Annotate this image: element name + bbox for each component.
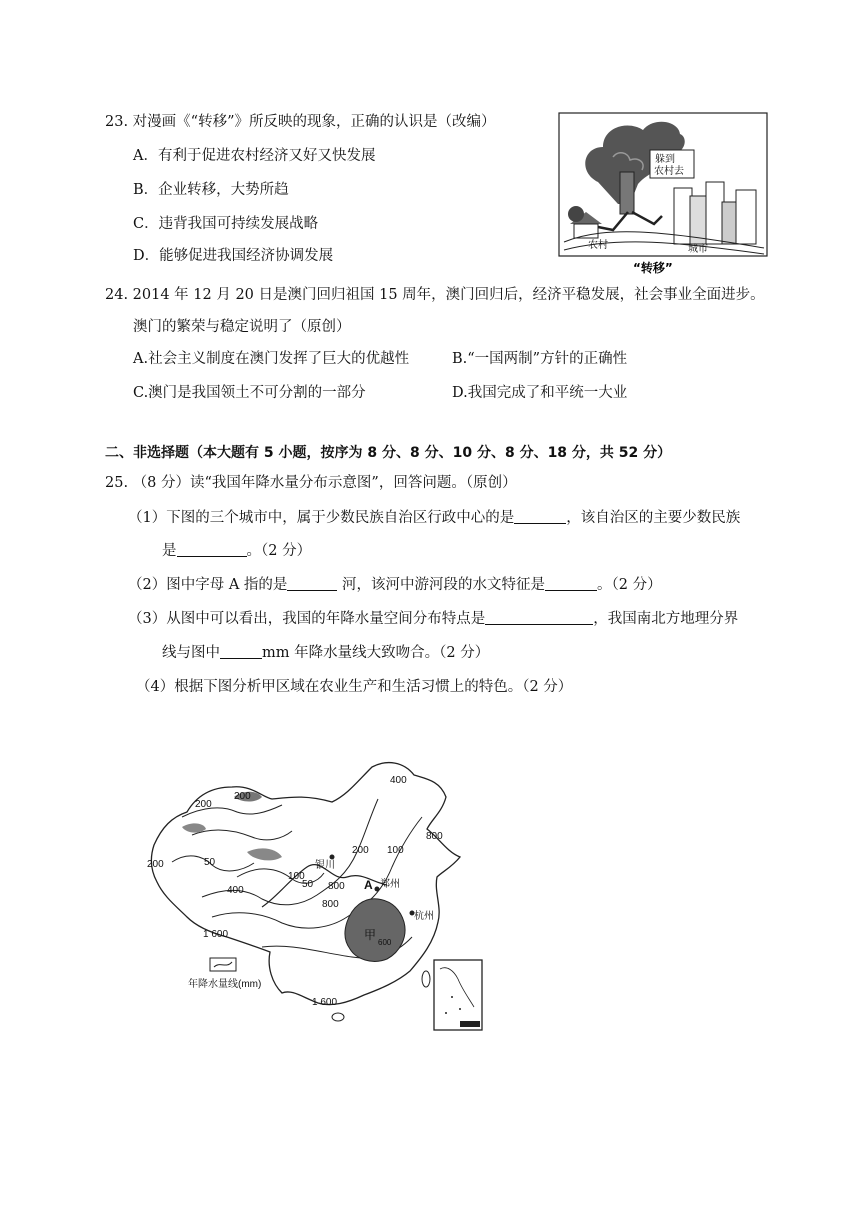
isoline-label: 1 600: [203, 929, 229, 940]
isoline-label: 400: [227, 885, 244, 896]
q25-part2: [128, 575, 662, 595]
region-jia-label: 甲: [364, 928, 377, 942]
q25-stem: 25. （8 分）读“我国年降水量分布示意图”，回答问题。（原创）: [105, 475, 517, 491]
isoline-label: 50: [302, 879, 314, 890]
region-jia-value: 600: [378, 938, 392, 947]
q25-part3-text-d: mm 年降水量线大致吻合。（2 分）: [262, 645, 490, 661]
q24-option-c: C.澳门是我国领土不可分割的一部分: [133, 385, 366, 401]
isoline-label: 200: [234, 791, 251, 802]
q25-part1-text-a: （1）下图的三个城市中，属于少数民族自治区行政中心的是: [128, 510, 515, 526]
q24-option-b: B.“一国两制”方针的正确性: [452, 351, 628, 367]
cartoon-sign-line1: 躲到: [655, 154, 675, 165]
isoline-label: 800: [322, 899, 339, 910]
q25-part4: （4）根据下图分析甲区域在农业生产和生活习惯上的特色。（2 分）: [136, 679, 573, 695]
city-yinchuan: 银川: [315, 860, 335, 871]
isoline-label: 200: [352, 845, 369, 856]
city-hangzhou: 杭州: [414, 911, 434, 922]
precipitation-map: [142, 757, 492, 1035]
city-zhengzhou: 郑州: [380, 879, 400, 890]
section-heading: 二、非选择题（本大题有 5 小题，按序为 8 分、8 分、10 分、8 分、18 分，共 52 分）: [105, 445, 672, 461]
q25-part3-line2: [162, 643, 489, 663]
map-legend: 年降水量线(mm): [188, 979, 262, 990]
q25-part3-text-b: ，我国南北方地理分界: [593, 611, 739, 627]
isoline-label: 1 600: [312, 997, 338, 1008]
q23-option-a: A．有利于促进农村经济又好又快发展: [133, 148, 376, 164]
q24-option-a: A.社会主义制度在澳门发挥了巨大的优越性: [133, 351, 410, 367]
answer-blank-hydrology[interactable]: [545, 575, 597, 591]
q23-stem: 23. 对漫画《“转移”》所反映的现象，正确的认识是（改编）: [105, 114, 496, 130]
isoline-label: 200: [195, 799, 212, 810]
q25-part2-text-b: 河，该河中游河段的水文特征是: [337, 577, 546, 593]
isoline-label: 200: [147, 859, 164, 870]
cartoon-sign-line2: 农村去: [654, 166, 684, 177]
q25-part1-line2: [162, 541, 311, 561]
cartoon-label-rural: 农村: [588, 240, 608, 251]
q25-part2-text-a: （2）图中字母 A 指的是: [128, 577, 288, 593]
isoline-label: 100: [387, 845, 404, 856]
q25-part3-line1: [128, 609, 738, 629]
cartoon-caption: “转移”: [633, 261, 673, 275]
q25-part1-text-d: 。（2 分）: [246, 543, 312, 559]
q25-part1-line1: [128, 508, 740, 528]
q25-part3-text-a: （3）从图中可以看出，我国的年降水量空间分布特点是: [128, 611, 486, 627]
answer-blank-distribution[interactable]: [485, 609, 593, 625]
isoline-label: 800: [328, 881, 345, 892]
isoline-label: 400: [390, 775, 407, 786]
q24-option-d: D.我国完成了和平统一大业: [452, 385, 628, 401]
cartoon-label-city: 城市: [688, 244, 708, 255]
answer-blank-isoline[interactable]: [220, 643, 262, 659]
letter-a: A: [364, 878, 373, 892]
transfer-cartoon: [558, 112, 768, 280]
answer-blank-minority[interactable]: [177, 541, 247, 557]
q24-stem-line2: 澳门的繁荣与稳定说明了（原创）: [133, 319, 351, 335]
q25-part3-text-c: 线与图中: [162, 645, 220, 661]
q25-part1-text-b: ，该自治区的主要少数民族: [566, 510, 741, 526]
answer-blank-river[interactable]: [287, 575, 337, 591]
q23-option-d: D．能够促进我国经济协调发展: [133, 248, 334, 264]
isoline-label: 800: [426, 831, 443, 842]
q25-part1-text-c: 是: [162, 543, 177, 559]
answer-blank-city[interactable]: [514, 508, 566, 524]
q23-option-b: B．企业转移，大势所趋: [133, 182, 289, 198]
q25-part2-text-c: 。（2 分）: [597, 577, 662, 593]
isoline-label: 50: [204, 857, 216, 868]
q23-option-c: C．违背我国可持续发展战略: [133, 216, 319, 232]
q24-stem-line1: 24. 2014 年 12 月 20 日是澳门回归祖国 15 周年，澳门回归后，经济平稳发展，社会事业全面进步。: [105, 287, 765, 303]
isoline-label: 100: [288, 871, 305, 882]
